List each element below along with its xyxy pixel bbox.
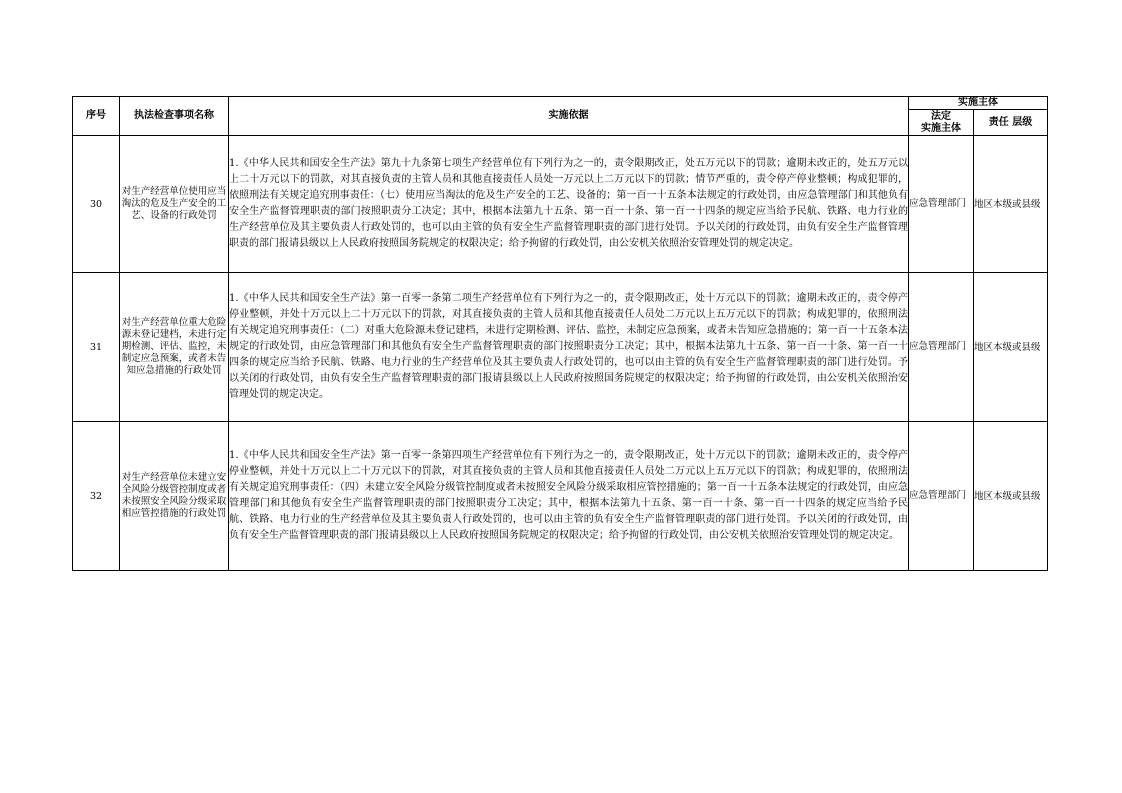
row-seq: 30 [73, 136, 120, 273]
row-resp-level: 地区本级或县级 [974, 422, 1048, 571]
row-item-name: 对生产经营单位使用应当淘汰的危及生产安全的工艺、设备的行政处罚 [120, 136, 229, 273]
row-legal-subject: 应急管理部门 [909, 273, 974, 422]
row-resp-level: 地区本级或县级 [974, 136, 1048, 273]
row-basis: 1.《中华人民共和国安全生产法》第九十九条第七项生产经营单位有下列行为之一的，责令限期改正，处五万元以下的罚款；逾期未改正的，处五万元以上二十万元以下的罚款，对其直接负责的主管人员和其他直接责任人员处一万元以上二万元以下的罚款；情节严重的，责令停产停业整顿；构成犯罪的，依照刑法有关规定追究刑事责任：（七）使用应当淘汰的危及生产安全的工艺、设备的；第一百一十五条本法规定的行政处罚，由应急管理部门和其他负有安全生产监督管理职责的部门按照职责分工决定；其中，根据本法第九十五条、第一百一十条、第一百一十四条的规定应当给予民航、铁路、电力行业的生产经营单位及其主要负责人行政处罚的，也可以由主管的负有安全生产监督管理职责的部门进行处罚。予以关闭的行政处罚，由负有安全生产监督管理职责的部门报请县级以上人民政府按照国务院规定的权限决定；给予拘留的行政处罚，由公安机关依照治安管理处罚的规定决定。 [229, 136, 909, 273]
header-seq: 序号 [73, 97, 120, 136]
row-item-name: 对生产经营单位重大危险源未登记建档，未进行定期检测、评估、监控，未制定应急预案，或者未告知应急措施的行政处罚 [120, 273, 229, 422]
row-legal-subject: 应急管理部门 [909, 422, 974, 571]
header-basis: 实施依据 [229, 97, 909, 136]
row-basis: 1.《中华人民共和国安全生产法》第一百零一条第四项生产经营单位有下列行为之一的，责令限期改正，处十万元以下的罚款；逾期未改正的，责令停产停业整顿，并处十万元以上二十万元以下的罚款，对其直接负责的主管人员和其他直接责任人员处二万元以上五万元以下的罚款；构成犯罪的，依照刑法有关规定追究刑事责任：（四）未建立安全风险分级管控制度或者未按照安全风险分级采取相应管控措施的；第一百一十五条本法规定的行政处罚，由应急管理部门和其他负有安全生产监督管理职责的部门按照职责分工决定；其中，根据本法第九十五条、第一百一十条、第一百一十四条的规定应当给予民航、铁路、电力行业的生产经营单位及其主要负责人行政处罚的，也可以由主管的负有安全生产监督管理职责的部门进行处罚。予以关闭的行政处罚，由负有安全生产监督管理职责的部门报请县级以上人民政府按照国务院规定的权限决定；给予拘留的行政处罚，由公安机关依照治安管理处罚的规定决定。 [229, 422, 909, 571]
row-resp-level: 地区本级或县级 [974, 273, 1048, 422]
enforcement-items-table [72, 96, 1048, 571]
header-subject: 实施主体 [909, 97, 1048, 110]
row-basis: 1.《中华人民共和国安全生产法》第一百零一条第二项生产经营单位有下列行为之一的，责令限期改正，处十万元以下的罚款；逾期未改正的，责令停产停业整顿，并处十万元以上二十万元以下的罚款，对其直接负责的主管人员和其他直接责任人员处二万元以上五万元以下的罚款；构成犯罪的，依照刑法有关规定追究刑事责任：（二）对重大危险源未登记建档，未进行定期检测、评估、监控，未制定应急预案，或者未告知应急措施的；第一百一十五条本法规定的行政处罚，由应急管理部门和其他负有安全生产监督管理职责的部门按照职责分工决定；其中，根据本法第九十五条、第一百一十条、第一百一十四条的规定应当给予民航、铁路、电力行业的生产经营单位及其主要负责人行政处罚的，也可以由主管的负有安全生产监督管理职责的部门进行处罚。予以关闭的行政处罚，由负有安全生产监督管理职责的部门报请县级以上人民政府按照国务院规定的权限决定；给予拘留的行政处罚，由公安机关依照治安管理处罚的规定决定。 [229, 273, 909, 422]
header-legal-subject: 法定 实施主体 [909, 110, 974, 136]
table-row [73, 273, 1048, 422]
header-item-name: 执法检查事项名称 [120, 97, 229, 136]
row-seq: 31 [73, 273, 120, 422]
row-item-name: 对生产经营单位未建立安全风险分级管控制度或者未按照安全风险分级采取相应管控措施的行政处罚 [120, 422, 229, 571]
table-row [73, 136, 1048, 273]
header-row-top [73, 97, 1048, 110]
row-legal-subject: 应急管理部门 [909, 136, 974, 273]
table-row [73, 422, 1048, 571]
header-resp-level: 责任 层级 [974, 110, 1048, 136]
row-seq: 32 [73, 422, 120, 571]
